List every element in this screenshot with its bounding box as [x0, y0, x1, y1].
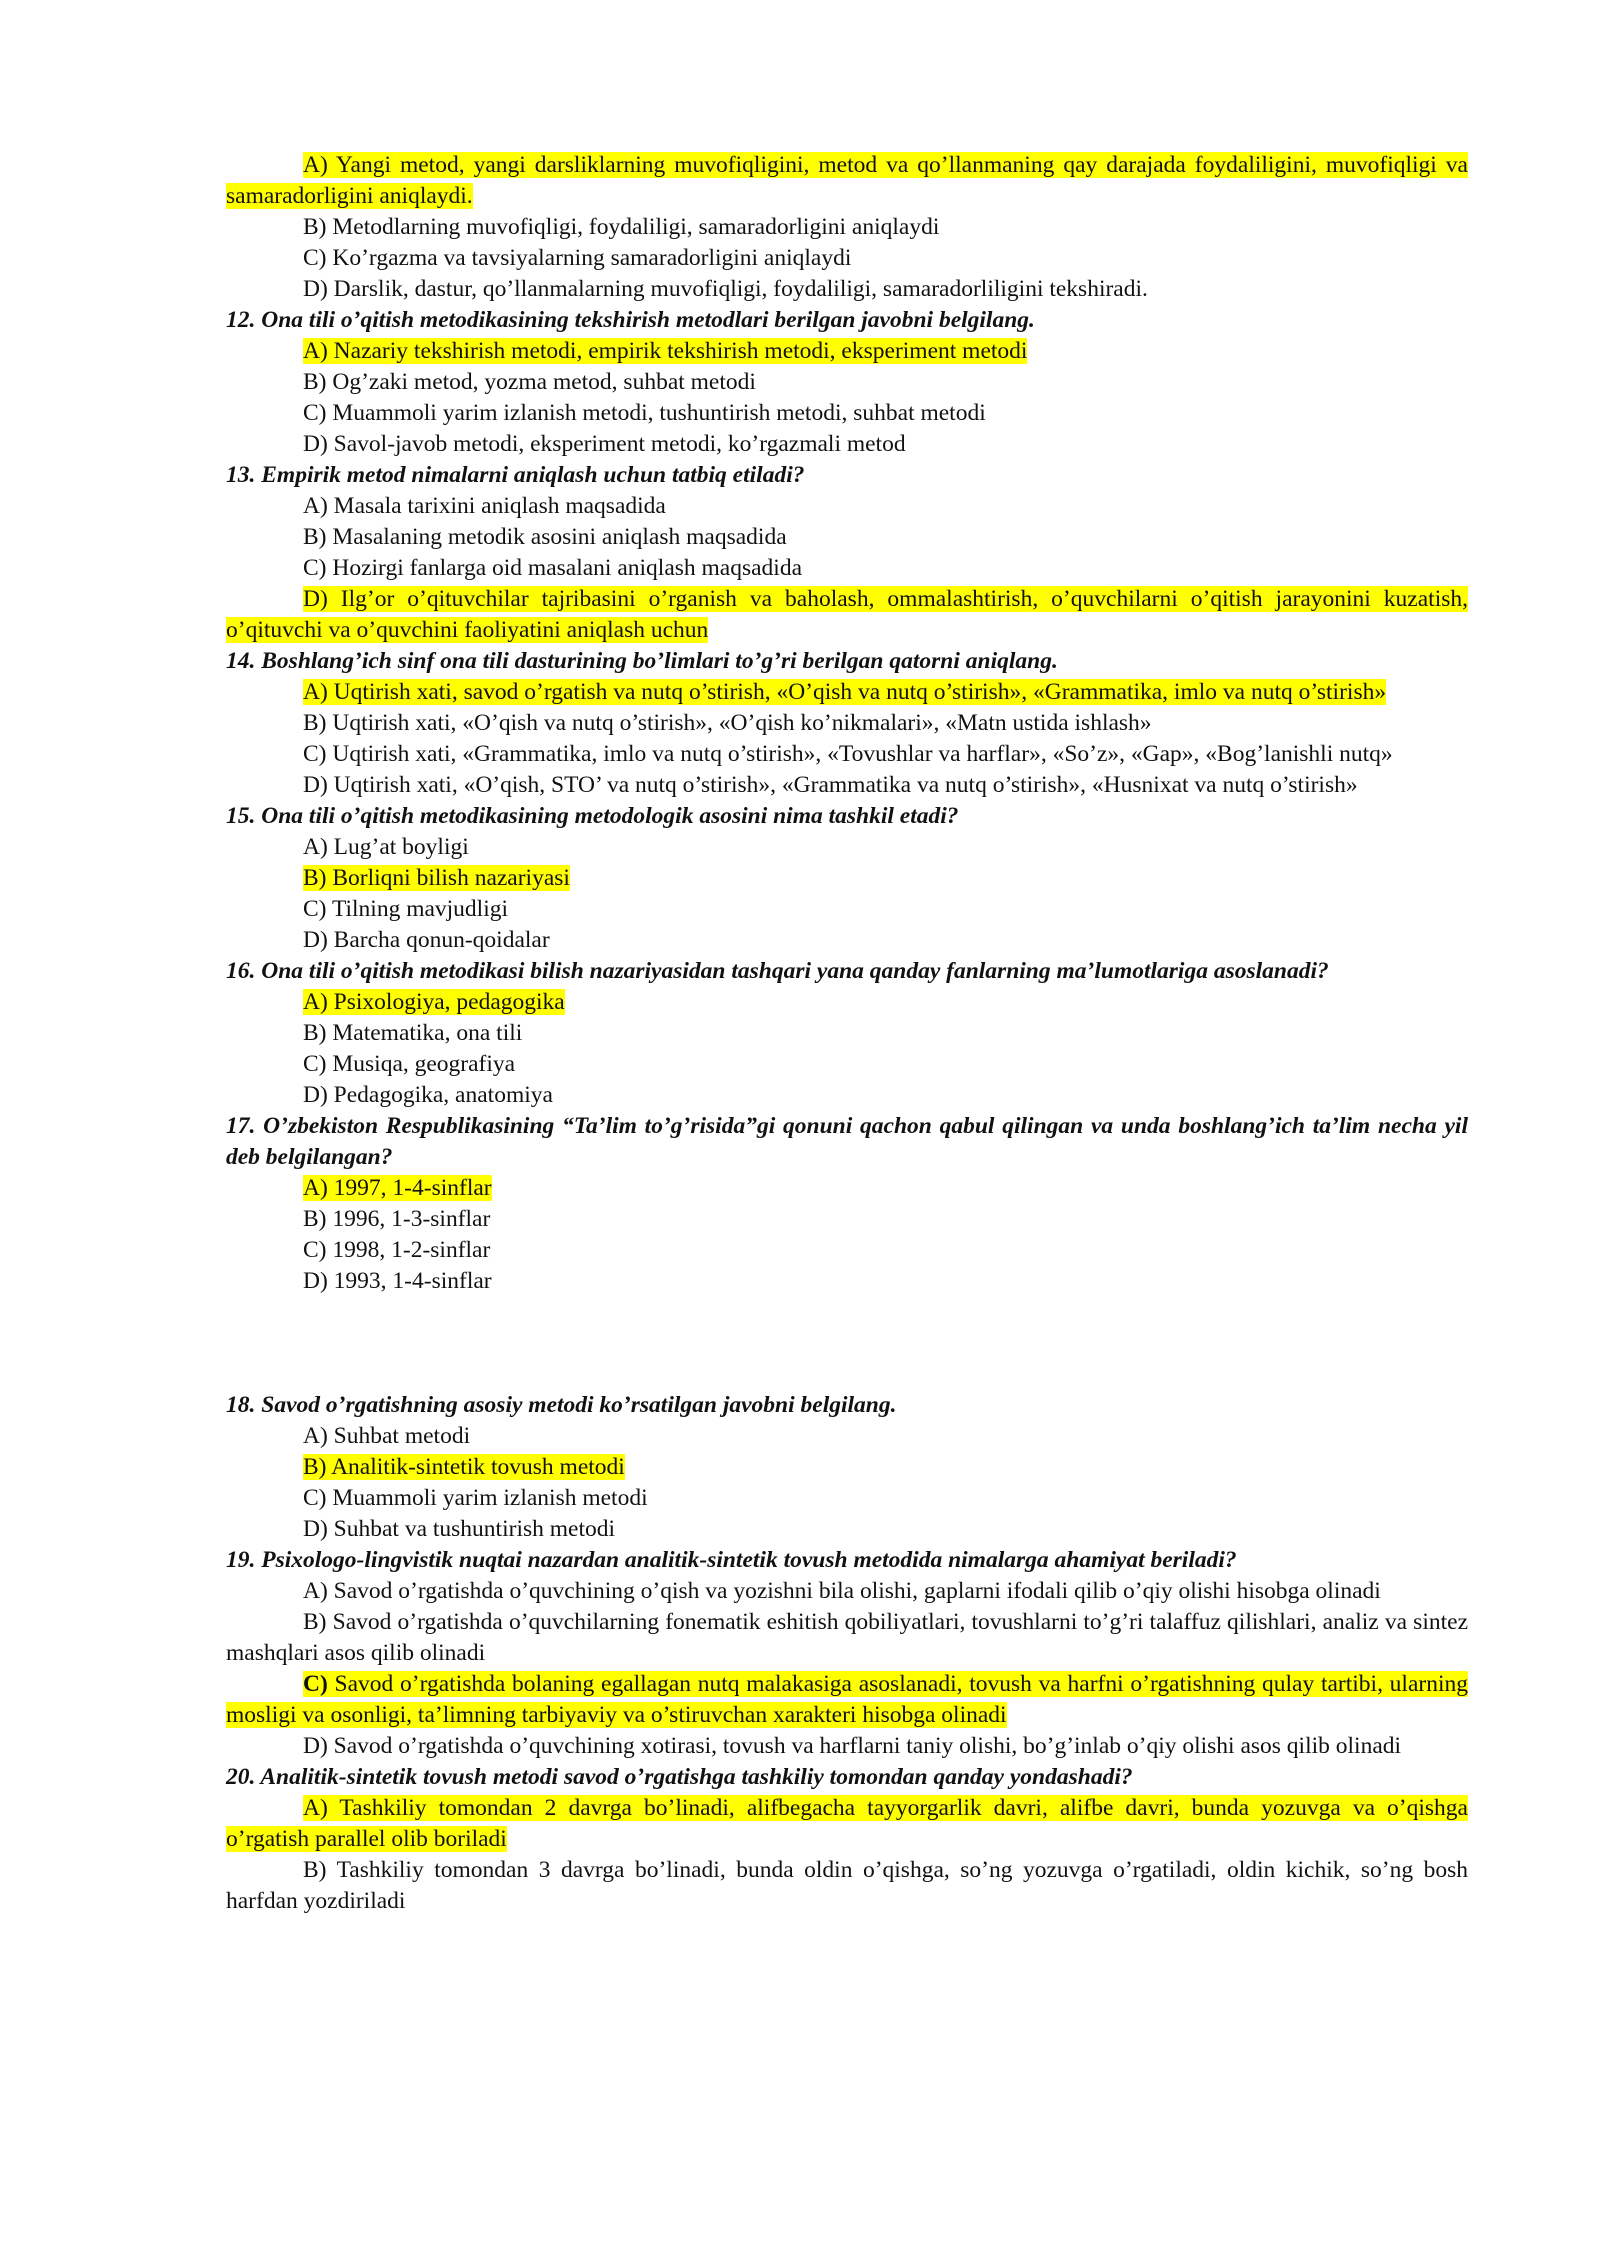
- answer-option: [226, 1514, 1468, 1545]
- answer-option: [226, 677, 1468, 708]
- option-text: B) Savod o’rgatishda o’quvchilarning fonematik eshitish qobiliyatlari, tovushlarni to’g’ri talaffuz qilishlari, analiz va sintez mashqlari asos qilib olinadi: [226, 1609, 1468, 1666]
- answer-option: [226, 1607, 1468, 1669]
- answer-option: [226, 553, 1468, 584]
- answer-option: [226, 987, 1468, 1018]
- answer-option: [226, 1669, 1468, 1731]
- answer-option: [226, 1483, 1468, 1514]
- highlighted-answer: B) Analitik-sintetik tovush metodi: [303, 1454, 625, 1480]
- option-text: C) Muammoli yarim izlanish metodi, tushuntirish metodi, suhbat metodi: [303, 400, 986, 426]
- answer-option: [226, 1018, 1468, 1049]
- question-text: 19. Psixologo-lingvistik nuqtai nazardan analitik-sintetik tovush metodida nimalarga ahamiyat beriladi?: [226, 1547, 1237, 1573]
- answer-option: [226, 1793, 1468, 1855]
- highlighted-answer: A) Uqtirish xati, savod o’rgatish va nutq o’stirish, «O’qish va nutq o’stirish», «Grammatika, imlo va nutq o’stirish»: [303, 679, 1387, 705]
- option-text: A) Lug’at boyligi: [303, 834, 469, 860]
- answer-option: [226, 1173, 1468, 1204]
- answer-option: [226, 367, 1468, 398]
- answer-option: [226, 274, 1468, 305]
- answer-option: [226, 925, 1468, 956]
- page-break-space: [226, 1297, 1468, 1390]
- answer-option: [226, 243, 1468, 274]
- answer-option: [226, 863, 1468, 894]
- answer-option: [226, 1855, 1468, 1917]
- option-text: B) 1996, 1-3-sinflar: [303, 1206, 491, 1232]
- option-text: C) 1998, 1-2-sinflar: [303, 1237, 491, 1263]
- option-text: A) Suhbat metodi: [303, 1423, 471, 1449]
- answer-option: [226, 832, 1468, 863]
- document-page: [226, 150, 1468, 1917]
- option-text: B) Tashkiliy tomondan 3 davrga bo’linadi, bunda oldin o’qishga, so’ng yozuvga o’rgatiladi, oldin kichik, so’ng bosh harfdan yozdiriladi: [226, 1857, 1468, 1914]
- question-text: 17. O’zbekiston Respublikasining “Ta’lim to’g’risida”gi qonuni qachon qabul qilingan va unda boshlang’ich ta’lim necha yil deb belgilangan?: [226, 1113, 1468, 1170]
- option-text: C) Muammoli yarim izlanish metodi: [303, 1485, 648, 1511]
- option-text: A) Masala tarixini aniqlash maqsadida: [303, 493, 666, 519]
- answer-option: [226, 336, 1468, 367]
- answer-option: [226, 429, 1468, 460]
- option-text: A) Savod o’rgatishda o’quvchining o’qish va yozishni bila olishi, gaplarni ifodali qilib o’qiy olishi hisobga olinadi: [303, 1578, 1381, 1604]
- answer-option: [226, 1235, 1468, 1266]
- answer-option: [226, 770, 1468, 801]
- answer-option: [226, 1204, 1468, 1235]
- question-text: 13. Empirik metod nimalarni aniqlash uchun tatbiq etiladi?: [226, 462, 805, 488]
- option-text: B) Matematika, ona tili: [303, 1020, 523, 1046]
- option-text: D) Suhbat va tushuntirish metodi: [303, 1516, 616, 1542]
- option-text: D) Savol-javob metodi, eksperiment metodi, ko’rgazmali metod: [303, 431, 906, 457]
- highlighted-answer: D) Ilg’or o’qituvchilar tajribasini o’rganish va baholash, ommalashtirish, o’quvchilarni o’qitish jarayonini kuzatish, o’qituvchi va o’quvchini faoliyatini aniqlash uchun: [226, 586, 1468, 643]
- answer-option: [226, 739, 1468, 770]
- highlighted-answer: A) 1997, 1-4-sinflar: [303, 1175, 492, 1201]
- option-text: C) Hozirgi fanlarga oid masalani aniqlash maqsadida: [303, 555, 803, 581]
- highlighted-answer: A) Tashkiliy tomondan 2 davrga bo’linadi, alifbegacha tayyorgarlik davri, alifbe davri, bunda yozuvga va o’qishga o’rgatish parallel olib boriladi: [226, 1795, 1468, 1852]
- option-text: C) Musiqa, geografiya: [303, 1051, 516, 1077]
- option-text: C) Uqtirish xati, «Grammatika, imlo va nutq o’stirish», «Tovushlar va harflar», «So’z», «Gap», «Bog’lanishli nutq»: [303, 741, 1393, 767]
- option-body: Savod o’rgatishda bolaning egallagan nutq malakasiga asoslanadi, tovush va harfni o’rgatishning qulay tartibi, ularning mosligi va osonligi, ta’limning tarbiyaviy va o’stiruvchan xarakteri hisobga olinadi: [226, 1671, 1468, 1728]
- highlighted-answer: A) Psixologiya, pedagogika: [303, 989, 565, 1015]
- option-text: B) Uqtirish xati, «O’qish va nutq o’stirish», «O’qish ko’nikmalari», «Matn ustida ishlash»: [303, 710, 1152, 736]
- option-text: D) Pedagogika, anatomiya: [303, 1082, 553, 1108]
- answer-option: [226, 1421, 1468, 1452]
- question-text: 20. Analitik-sintetik tovush metodi savod o’rgatishga tashkiliy tomondan qanday yondashadi?: [226, 1764, 1133, 1790]
- answer-option: [226, 1731, 1468, 1762]
- option-text: D) Uqtirish xati, «O’qish, STO’ va nutq o’stirish», «Grammatika va nutq o’stirish», «Husnixat va nutq o’stirish»: [303, 772, 1358, 798]
- answer-option: [226, 491, 1468, 522]
- option-text: D) 1993, 1-4-sinflar: [303, 1268, 492, 1294]
- answer-option: [226, 522, 1468, 553]
- answer-option: [226, 1266, 1468, 1297]
- question-text: 14. Boshlang’ich sinf ona tili dasturining bo’limlari to’g’ri berilgan qatorni aniqlang.: [226, 648, 1058, 674]
- question-text: 12. Ona tili o’qitish metodikasining tekshirish metodlari berilgan javobni belgilang.: [226, 307, 1035, 333]
- option-text: D) Darslik, dastur, qo’llanmalarning muvofiqligi, foydaliligi, samaradorliligini tekshiradi.: [303, 276, 1148, 302]
- answer-option: [226, 212, 1468, 243]
- option-letter: C): [303, 1671, 328, 1697]
- option-text: D) Barcha qonun-qoidalar: [303, 927, 550, 953]
- option-text: C) Ko’rgazma va tavsiyalarning samaradorligini aniqlaydi: [303, 245, 852, 271]
- highlighted-answer: A) Yangi metod, yangi darsliklarning muvofiqligini, metod va qo’llanmaning qay darajada foydaliligini, muvofiqligi va samaradorligini aniqlaydi.: [226, 152, 1468, 209]
- answer-option: [226, 1049, 1468, 1080]
- option-text: D) Savod o’rgatishda o’quvchining xotirasi, tovush va harflarni taniy olishi, bo’g’inlab o’qiy olishi asos qilib olinadi: [303, 1733, 1402, 1759]
- answer-option: [226, 150, 1468, 212]
- highlighted-answer: A) Nazariy tekshirish metodi, empirik tekshirish metodi, eksperiment metodi: [303, 338, 1028, 364]
- answer-option: [226, 708, 1468, 739]
- question-text: 16. Ona tili o’qitish metodikasi bilish nazariyasidan tashqari yana qanday fanlarning ma’lumotlariga asoslanadi?: [226, 958, 1329, 984]
- answer-option: [226, 398, 1468, 429]
- answer-option: [226, 584, 1468, 646]
- question-text: 18. Savod o’rgatishning asosiy metodi ko’rsatilgan javobni belgilang.: [226, 1392, 897, 1418]
- highlighted-answer: B) Borliqni bilish nazariyasi: [303, 865, 570, 891]
- answer-option: [226, 1576, 1468, 1607]
- answer-option: [226, 894, 1468, 925]
- option-text: C) Tilning mavjudligi: [303, 896, 509, 922]
- option-text: B) Metodlarning muvofiqligi, foydaliligi, samaradorligini aniqlaydi: [303, 214, 940, 240]
- question-text: 15. Ona tili o’qitish metodikasining metodologik asosini nima tashkil etadi?: [226, 803, 959, 829]
- option-text: B) Og’zaki metod, yozma metod, suhbat metodi: [303, 369, 756, 395]
- highlighted-answer: [226, 1671, 1468, 1728]
- answer-option: [226, 1452, 1468, 1483]
- answer-option: [226, 1080, 1468, 1111]
- option-text: B) Masalaning metodik asosini aniqlash maqsadida: [303, 524, 787, 550]
